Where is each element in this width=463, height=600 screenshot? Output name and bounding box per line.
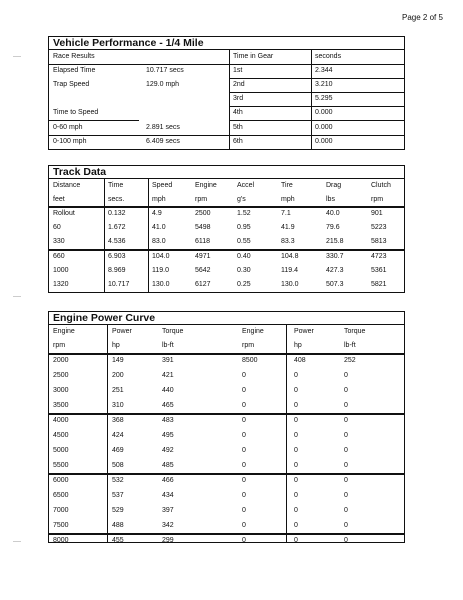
gear-seconds: 0.000 [315,109,333,116]
table-row [49,235,404,249]
table-header-row [49,339,404,353]
table-cell: 4.536 [108,238,126,245]
table-cell: 397 [162,507,174,514]
table-cell: 0.55 [237,238,251,245]
table-cell: 0 [294,492,298,499]
table-cell: 0 [242,477,246,484]
table-row [49,414,404,428]
table-cell: 5813 [371,238,387,245]
column-header: Engine [53,328,75,335]
table-cell: 4500 [53,432,69,439]
column-header: Tire [281,182,293,189]
table-cell: 10.717 [108,281,130,288]
table-cell: 0 [344,417,348,424]
column-header: lb-ft [162,342,174,349]
table-cell: 41.9 [281,224,295,231]
table-cell: 0 [344,387,348,394]
table-cell: 537 [112,492,124,499]
table-cell: 901 [371,210,383,217]
table-cell: 0 [242,492,246,499]
table-cell: 507.3 [326,281,344,288]
race-results-label: Race Results [53,53,95,60]
column-header: mph [281,196,295,203]
elapsed-time-label: Elapsed Time [53,67,96,74]
table-cell: 5498 [195,224,211,231]
table-cell: 495 [162,432,174,439]
table-cell: 0 [294,522,298,529]
table-row [49,519,404,533]
time-to-speed-label: Time to Speed [53,109,99,116]
table-cell: 469 [112,447,124,454]
gear-seconds: 2.344 [315,67,333,74]
table-row [49,369,404,383]
table-cell: 130.0 [281,281,299,288]
table-row [49,429,404,443]
table-cell: 0.40 [237,253,251,260]
table-cell: 0 [344,432,348,439]
table-cell: 5361 [371,267,387,274]
table-cell: 0 [344,402,348,409]
table-cell: 8000 [53,537,69,544]
table-header-row [49,193,404,207]
table-cell: 0.95 [237,224,251,231]
table-cell: 7500 [53,522,69,529]
table-cell: 466 [162,477,174,484]
table-cell: 0 [294,432,298,439]
table-row [49,278,404,292]
column-header: rpm [53,342,66,349]
column-header: feet [53,196,65,203]
table-cell: 8500 [242,357,258,364]
table-cell: 4.9 [152,210,162,217]
table-cell: 0 [242,537,246,544]
column-header: rpm [371,196,384,203]
table-cell: 368 [112,417,124,424]
table-cell: 60 [53,224,61,231]
table-cell: 7000 [53,507,69,514]
table-cell: 0.25 [237,281,251,288]
table-cell: 532 [112,477,124,484]
table-cell: 0 [344,522,348,529]
seconds-header: seconds [315,53,342,60]
table-cell: 455 [112,537,124,544]
track-data-title: Track Data [48,165,405,179]
table-cell: 104.0 [152,253,170,260]
table-cell: 0 [344,477,348,484]
table-cell: 330 [53,238,65,245]
engine-power-table [48,325,405,543]
table-cell: 0 [242,387,246,394]
table-cell: 0 [242,447,246,454]
table-cell: 3500 [53,402,69,409]
table-cell: 0 [294,462,298,469]
table-cell: 5642 [195,267,211,274]
table-cell: 0 [242,522,246,529]
table-cell: 299 [162,537,174,544]
table-cell: 0 [242,372,246,379]
gear-label: 1st [233,67,243,74]
table-cell: 0.132 [108,210,126,217]
gear-seconds: 5.295 [315,95,333,102]
table-cell: 330.7 [326,253,344,260]
table-cell: 488 [112,522,124,529]
gear-seconds: 3.210 [315,81,333,88]
column-header: Power [294,328,314,335]
table-cell: 2000 [53,357,69,364]
gear-label: 4th [233,109,243,116]
column-header: Time [108,182,124,189]
column-header: Torque [162,328,184,335]
table-cell: 0 [294,417,298,424]
trap-speed-label: Trap Speed [53,81,90,88]
column-header: Distance [53,182,81,189]
table-cell: 1320 [53,281,69,288]
table-row [49,207,404,221]
table-cell: 104.8 [281,253,299,260]
table-cell: 0 [344,537,348,544]
table-cell: 6000 [53,477,69,484]
table-cell: 0 [294,402,298,409]
gear-label: 5th [233,124,243,131]
table-cell: 0 [344,462,348,469]
table-cell: 3000 [53,387,69,394]
table-cell: 5000 [53,447,69,454]
column-header: Drag [326,182,342,189]
column-header: Speed [152,182,173,189]
column-header: hp [294,342,302,349]
column-header: Accel [237,182,255,189]
table-row [49,444,404,458]
vehicle-performance-title: Vehicle Performance - 1/4 Mile [48,36,405,50]
column-header: secs. [108,196,125,203]
table-cell: 440 [162,387,174,394]
table-cell: 6127 [195,281,211,288]
table-cell: 83.0 [152,238,166,245]
engine-power-section [48,311,405,543]
table-cell: 0 [242,432,246,439]
table-cell: 2500 [53,372,69,379]
table-cell: 424 [112,432,124,439]
column-header: hp [112,342,120,349]
zero-sixty-label: 0-60 mph [53,124,83,131]
table-cell: 434 [162,492,174,499]
table-cell: 149 [112,357,124,364]
table-cell: 215.8 [326,238,344,245]
table-cell: 391 [162,357,174,364]
table-cell: 119.0 [152,267,169,274]
table-cell: 408 [294,357,306,364]
table-row [49,459,404,473]
gear-seconds: 0.000 [315,138,333,145]
table-cell: 0 [294,537,298,544]
zero-hundred-value: 6.409 secs [146,138,180,145]
table-row [49,221,404,235]
table-cell: 0 [344,507,348,514]
table-row [49,384,404,398]
zero-hundred-label: 0-100 mph [53,138,87,145]
table-row [49,504,404,518]
table-cell: 0 [242,417,246,424]
table-cell: 7.1 [281,210,291,217]
table-cell: 6500 [53,492,69,499]
table-cell: 421 [162,372,174,379]
table-header-row [49,179,404,193]
table-cell: 0 [242,462,246,469]
table-row [49,534,404,548]
table-cell: 485 [162,462,174,469]
table-row [49,250,404,264]
table-cell: 130.0 [152,281,170,288]
column-header: rpm [242,342,255,349]
table-cell: 0 [294,447,298,454]
table-cell: 2500 [195,210,211,217]
gear-label: 6th [233,138,243,145]
table-cell: 529 [112,507,124,514]
column-header: Engine [195,182,217,189]
table-cell: 5821 [371,281,387,288]
column-header: rpm [195,196,208,203]
table-cell: 8.969 [108,267,126,274]
table-row [49,264,404,278]
table-cell: 0 [344,447,348,454]
table-row [49,474,404,488]
table-cell: 5500 [53,462,69,469]
table-cell: 0 [294,372,298,379]
gear-label: 3rd [233,95,244,102]
table-cell: 4000 [53,417,69,424]
table-cell: 252 [344,357,356,364]
binder-hole-mark [13,296,21,297]
gear-label: 2nd [233,81,245,88]
table-cell: 0 [294,387,298,394]
table-cell: 4723 [371,253,387,260]
table-cell: 41.0 [152,224,166,231]
table-header-row [49,325,404,339]
time-in-gear-header: Time in Gear [233,53,274,60]
table-cell: 40.0 [326,210,340,217]
column-header: Clutch [371,182,391,189]
column-header: Power [112,328,132,335]
table-cell: 660 [53,253,65,260]
table-cell: 427.3 [326,267,344,274]
table-cell: 79.6 [326,224,340,231]
table-cell: 310 [112,402,124,409]
table-cell: 483 [162,417,174,424]
table-cell: Rollout [53,210,75,217]
column-header: mph [152,196,166,203]
table-cell: 0.30 [237,267,251,274]
table-cell: 0 [344,372,348,379]
elapsed-time-value: 10.717 secs [146,67,184,74]
track-data-section [48,165,405,293]
trap-speed-value: 129.0 mph [146,81,180,88]
table-row [49,399,404,413]
table-cell: 83.3 [281,238,295,245]
table-cell: 465 [162,402,174,409]
table-cell: 1.52 [237,210,251,217]
table-cell: 0 [294,507,298,514]
table-cell: 200 [112,372,124,379]
table-cell: 0 [344,492,348,499]
table-cell: 342 [162,522,174,529]
table-cell: 508 [112,462,124,469]
table-cell: 251 [112,387,124,394]
vehicle-performance-section [48,36,405,150]
table-cell: 0 [294,477,298,484]
table-cell: 1000 [53,267,69,274]
column-header: Torque [344,328,366,335]
engine-power-title: Engine Power Curve [48,311,405,325]
track-data-table [48,179,405,293]
table-cell: 4971 [195,253,211,260]
page-number: Page 2 of 5 [402,13,443,22]
gear-seconds: 0.000 [315,124,333,131]
column-header: g's [237,196,246,203]
table-row [49,489,404,503]
binder-hole-mark [13,541,21,542]
table-cell: 0 [242,507,246,514]
column-header: lbs [326,196,335,203]
table-cell: 0 [242,402,246,409]
table-cell: 5223 [371,224,387,231]
table-cell: 119.4 [281,267,298,274]
table-cell: 6.903 [108,253,126,260]
table-cell: 1.672 [108,224,126,231]
column-header: Engine [242,328,264,335]
binder-hole-mark [13,56,21,57]
vehicle-performance-box [48,50,405,150]
column-header: lb-ft [344,342,356,349]
zero-sixty-value: 2.891 secs [146,124,180,131]
table-row [49,354,404,368]
table-cell: 6118 [195,238,211,245]
table-cell: 492 [162,447,174,454]
